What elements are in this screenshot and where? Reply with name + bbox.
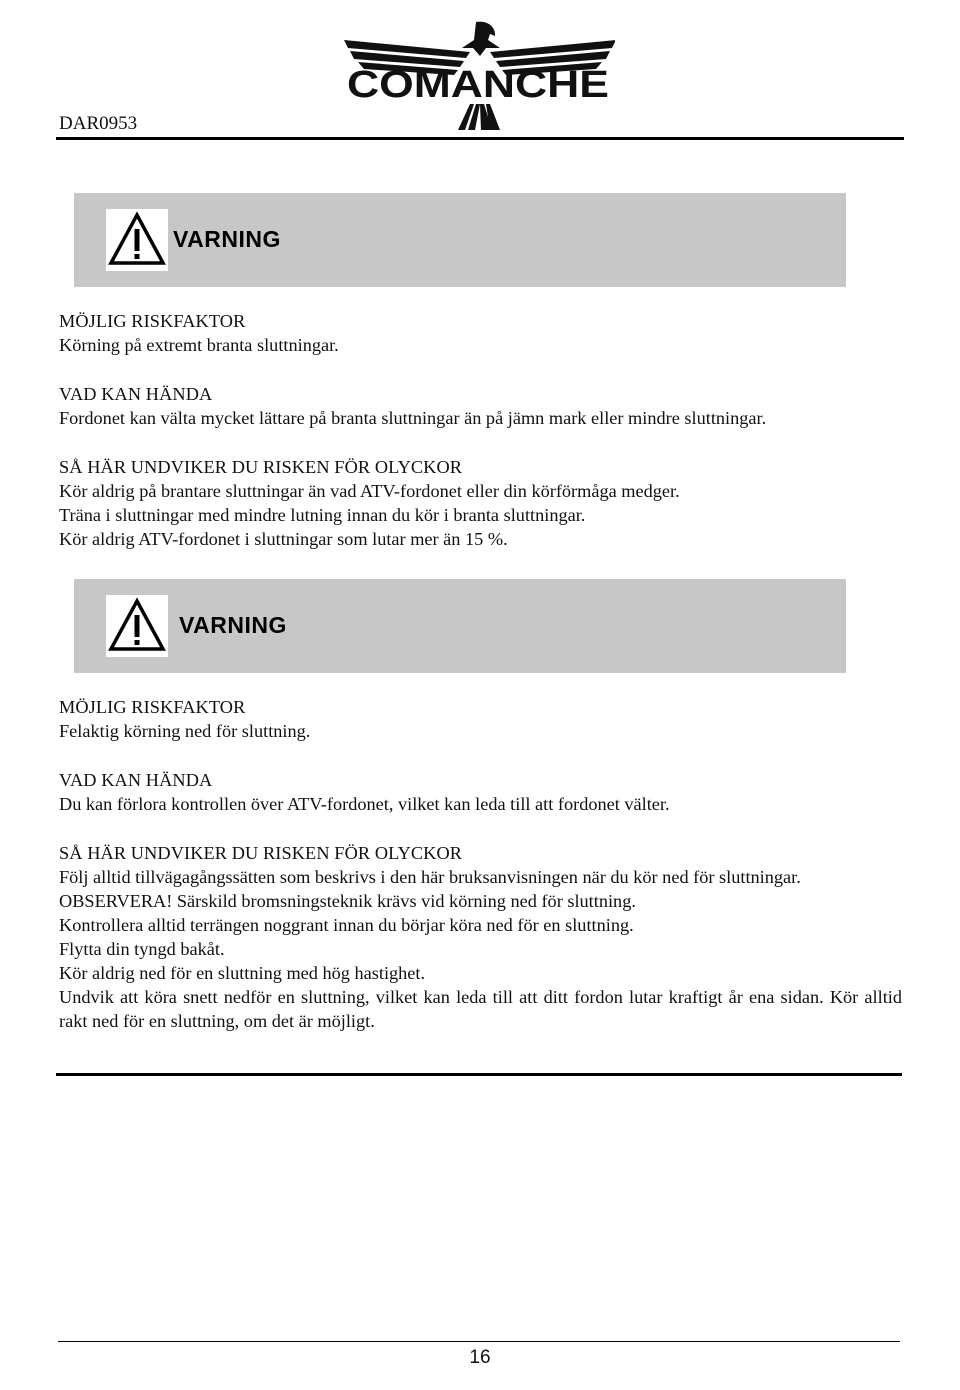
risk-text: Felaktig körning ned för sluttning.: [59, 721, 311, 741]
what-can-happen-1: [59, 382, 902, 430]
what-text: Du kan förlora kontrollen över ATV-fordonet, vilket kan leda till att fordonet välter.: [59, 794, 670, 814]
what-heading: VAD KAN HÄNDA: [59, 384, 213, 404]
avoid-line: Följ alltid tillvägagångssätten som beskrivs i den här bruksanvisningen när du kör ned för sluttningar.: [59, 867, 801, 887]
risk-heading: MÖJLIG RISKFAKTOR: [59, 311, 246, 331]
avoid-accidents-1: [59, 455, 902, 551]
footer-divider: [58, 1341, 900, 1342]
logo-wordmark: COMANCHE: [347, 64, 609, 106]
header-divider: [56, 137, 904, 140]
avoid-line: Kontrollera alltid terrängen noggrant innan du börjar köra ned för en sluttning.: [59, 915, 634, 935]
page-number: 16: [469, 1347, 491, 1368]
risk-text: Körning på extremt branta sluttningar.: [59, 335, 339, 355]
avoid-line: Undvik att köra snett nedför en sluttning, vilket kan leda till att ditt fordon lutar kraftigt år ena sidan. Kör alltid rakt ned för en sluttning, om det är möjligt.: [59, 987, 902, 1031]
section-end-divider: [56, 1073, 902, 1076]
warning-banner: [74, 579, 846, 673]
avoid-accidents-2: [59, 841, 902, 1033]
avoid-line: Kör aldrig ned för en sluttning med hög hastighet.: [59, 963, 426, 983]
warning-banner: [74, 193, 846, 287]
avoid-line: Flytta din tyngd bakåt.: [59, 939, 225, 959]
avoid-heading: SÅ HÄR UNDVIKER DU RISKEN FÖR OLYCKOR: [59, 457, 463, 477]
document-code: DAR0953: [59, 113, 138, 134]
what-can-happen-2: [59, 768, 902, 816]
avoid-line: OBSERVERA! Särskild bromsningsteknik krävs vid körning ned för sluttning.: [59, 891, 636, 911]
warning-section-1: [59, 309, 902, 357]
avoid-line: Kör aldrig ATV-fordonet i sluttningar som lutar mer än 15 %.: [59, 529, 508, 549]
avoid-heading: SÅ HÄR UNDVIKER DU RISKEN FÖR OLYCKOR: [59, 843, 463, 863]
warning-title: VARNING: [179, 612, 287, 638]
warning-triangle-icon: [106, 595, 168, 657]
warning-title: VARNING: [173, 226, 281, 252]
avoid-line: Träna i sluttningar med mindre lutning innan du kör i branta sluttningar.: [59, 505, 586, 525]
warning-triangle-icon: [106, 209, 168, 271]
warning-section-2: [59, 695, 902, 743]
what-heading: VAD KAN HÄNDA: [59, 770, 213, 790]
avoid-line: Kör aldrig på brantare sluttningar än vad ATV-fordonet eller din körförmåga medger.: [59, 481, 680, 501]
risk-heading: MÖJLIG RISKFAKTOR: [59, 697, 246, 717]
what-text: Fordonet kan välta mycket lättare på branta sluttningar än på jämn mark eller mindre sluttningar.: [59, 408, 767, 428]
comanche-logo: [340, 18, 615, 136]
